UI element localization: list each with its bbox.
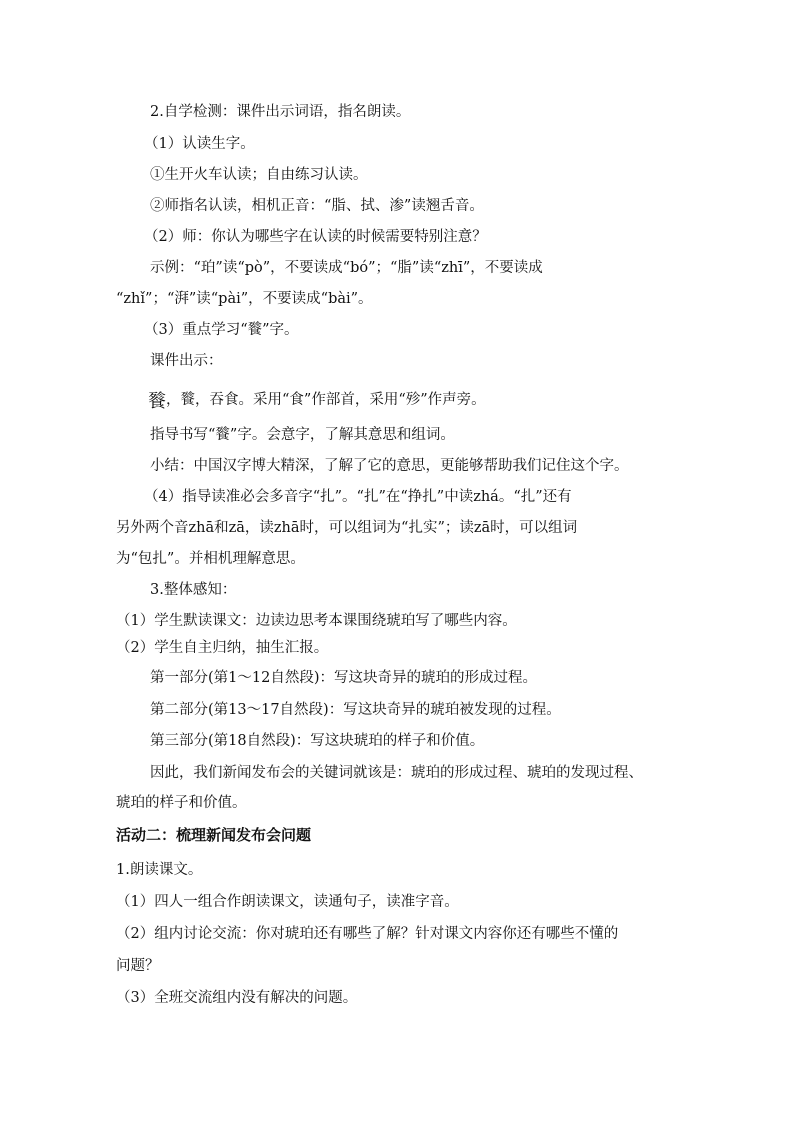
- text-line: 琥珀的样子和价值。: [116, 795, 247, 811]
- text-line: （3）重点学习“餮”字。: [144, 322, 299, 338]
- text-line: （3）全班交流组内没有解决的问题。: [116, 990, 358, 1006]
- text-line: （2）学生自主归纳，抽生汇报。: [116, 640, 329, 656]
- text-line: ①生开火车认读；自由练习认读。: [150, 167, 368, 183]
- text-line: （2）师：你认为哪些字在认读的时候需要特别注意？: [144, 229, 487, 245]
- text-line: 1.朗读课文。: [116, 862, 203, 878]
- text-line: 课件出示：: [150, 353, 223, 369]
- text-line-body: ，餮，吞食。采用“食”作部首，采用“殄”作声旁。: [166, 392, 486, 408]
- text-line: （4）指导读准必会多音字“扎”。“扎”在“挣扎”中读zhá。“扎”还有: [144, 489, 572, 505]
- text-line: “zhǐ”；“湃”读“pài”，不要读成“bài”。: [116, 291, 373, 307]
- text-line: 另外两个音zhā和zā，读zhā时，可以组词为“扎实”；读zā时，可以组词: [116, 520, 578, 536]
- text-line: 第一部分(第1～12自然段)：写这块奇异的琥珀的形成过程。: [150, 670, 537, 686]
- text-line: ②师指名认读，相机正音：“脂、拭、渗”读翘舌音。: [150, 198, 484, 214]
- text-line: 小结：中国汉字博大精深，了解了它的意思，更能够帮助我们记住这个字。: [150, 458, 629, 474]
- text-line: 第二部分(第13～17自然段)：写这块奇异的琥珀被发现的过程。: [150, 702, 561, 718]
- seal-script-glyph: 餮: [148, 391, 166, 412]
- text-line: 3.整体感知：: [150, 582, 237, 598]
- text-line: 示例：“珀”读“pò”，不要读成“bó”；“脂”读“zhī”，不要读成: [150, 260, 543, 276]
- text-line: 2.自学检测：课件出示词语，指名朗读。: [150, 104, 411, 120]
- text-line: （1）学生默读课文：边读边思考本课围绕琥珀写了哪些内容。: [116, 613, 517, 629]
- text-line: （1）四人一组合作朗读课文，读通句子，读准字音。: [116, 894, 459, 910]
- text-line: （1）认读生字。: [144, 136, 255, 152]
- text-line: 因此，我们新闻发布会的关键词就该是：琥珀的形成过程、琥珀的发现过程、: [150, 765, 643, 781]
- text-line: （2）组内讨论交流：你对琥珀还有哪些了解？针对课文内容你还有哪些不懂的: [116, 926, 619, 942]
- section-heading: 活动二：梳理新闻发布会问题: [116, 826, 312, 844]
- text-line: 问题？: [116, 958, 160, 974]
- text-line: 为“包扎”。并相机理解意思。: [116, 551, 305, 567]
- text-line: [148, 390, 486, 412]
- text-line: 第三部分(第18自然段)：写这块琥珀的样子和价值。: [150, 733, 485, 749]
- text-line: 指导书写“餮”字。会意字，了解其意思和组词。: [150, 427, 455, 443]
